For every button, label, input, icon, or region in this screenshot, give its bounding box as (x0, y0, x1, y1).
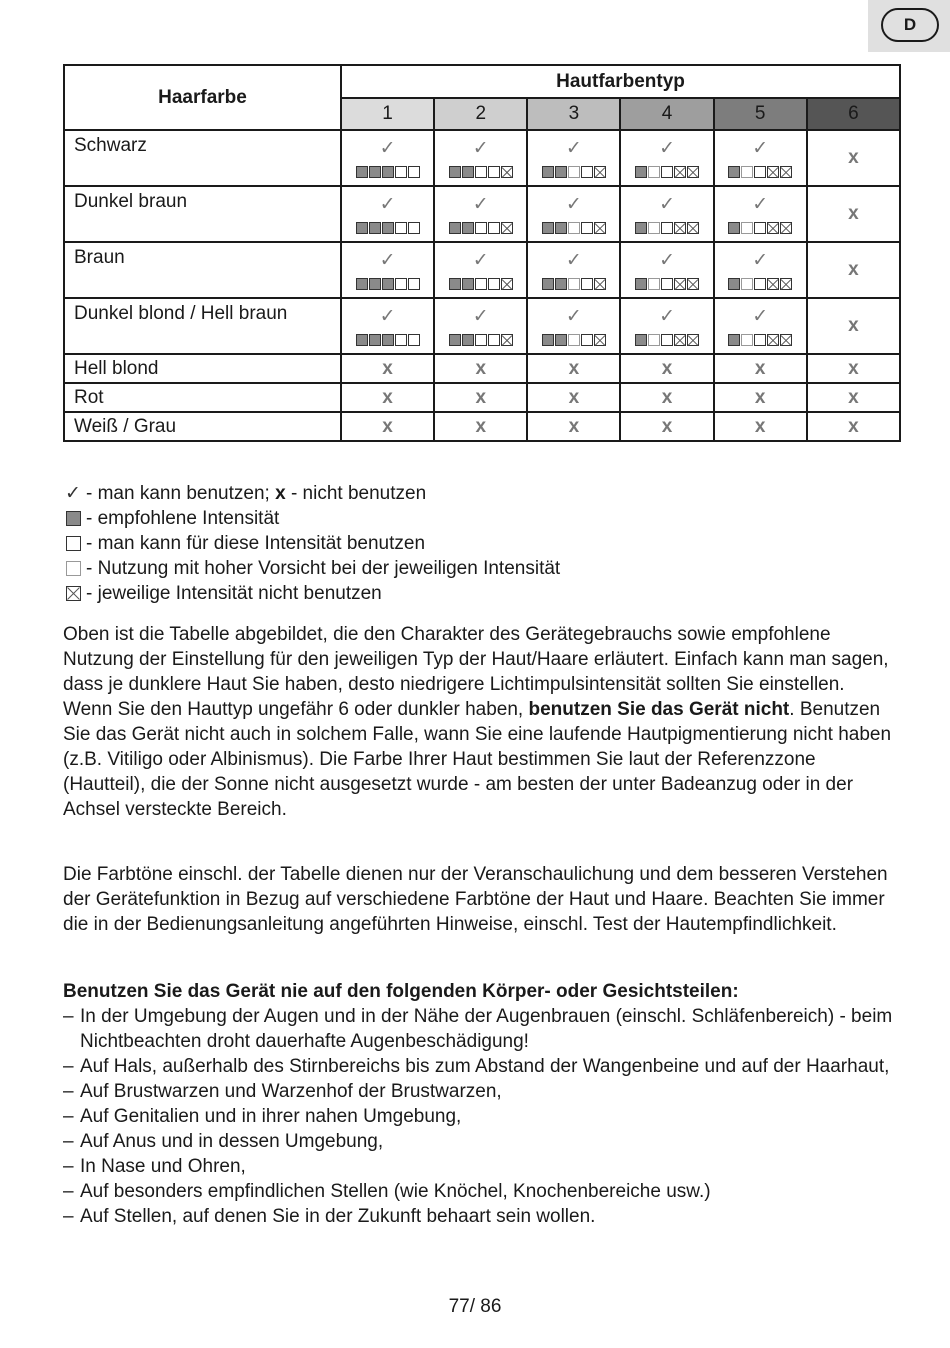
not-usable-x: x (434, 354, 527, 383)
intensity-box-icon (728, 166, 740, 178)
intensity-box-icon (780, 222, 792, 234)
intensity-box-icon (501, 334, 513, 346)
intensity-box-icon (780, 166, 792, 178)
intensity-box-icon (369, 166, 381, 178)
page-number: 77/ 86 (448, 1296, 502, 1317)
usable-cell (527, 298, 620, 354)
hair-color-label: Schwarz (64, 130, 341, 186)
check-icon: ✓ (659, 306, 675, 327)
intensity-box-icon (475, 334, 487, 346)
intensity-box-icon (687, 334, 699, 346)
intensity-box-icon (501, 278, 513, 290)
intensity-box-icon (382, 334, 394, 346)
intensity-box-icon (767, 334, 779, 346)
intensity-box-icon (754, 334, 766, 346)
table-row (64, 383, 900, 412)
intensity-box-icon (408, 334, 420, 346)
intensity-box-icon (594, 278, 606, 290)
table-row (64, 354, 900, 383)
intensity-box-icon (635, 278, 647, 290)
not-usable-x: x (714, 383, 807, 412)
intensity-box-icon (555, 334, 567, 346)
intensity-boxes (715, 278, 806, 290)
intensity-box-icon (674, 334, 686, 346)
legend (64, 481, 560, 606)
check-icon: ✓ (659, 194, 675, 215)
intensity-box-icon (488, 334, 500, 346)
paragraph-color-note: Die Farbtöne einschl. der Tabelle dienen nur der Veranschaulichung und dem besseren Verstehen der Gerätefunktion in Bezug auf verschiedene Farbtöne der Haut und Haare. Beachten Sie immer die in der Bedienungsanleitung angeführten Hinweise, einschl. Test der Hautempfindlichkeit. (63, 864, 888, 935)
usable-cell (620, 242, 713, 298)
intensity-box-icon (648, 222, 660, 234)
not-usable-x: x (714, 354, 807, 383)
intensity-box-icon (501, 222, 513, 234)
hair-color-header: Haarfarbe (64, 65, 341, 130)
intensity-boxes (621, 222, 712, 234)
legend-recommended-label: - empfohlene Intensität (86, 508, 280, 529)
usable-cell (714, 130, 807, 186)
hair-color-label: Rot (64, 383, 341, 412)
intensity-box-icon (408, 166, 420, 178)
intensity-box-icon (395, 278, 407, 290)
usable-cell (341, 186, 434, 242)
caution-box-icon (66, 561, 81, 576)
intensity-box-icon (741, 222, 753, 234)
usable-cell (527, 130, 620, 186)
intensity-boxes (621, 166, 712, 178)
check-icon: ✓ (565, 306, 582, 327)
intensity-box-icon (581, 334, 593, 346)
intensity-box-icon (635, 334, 647, 346)
intensity-boxes (715, 222, 806, 234)
hair-skin-table (63, 64, 901, 442)
legend-not-use-label: - nicht benutzen (290, 483, 427, 504)
intensity-box-icon (754, 222, 766, 234)
intensity-boxes (528, 166, 619, 178)
intensity-box-icon (542, 278, 554, 290)
intensity-box-icon (754, 278, 766, 290)
language-tab (868, 0, 950, 52)
intensity-boxes (342, 222, 433, 234)
intensity-box-icon (767, 166, 779, 178)
intensity-box-icon (356, 222, 368, 234)
intensity-box-icon (648, 278, 660, 290)
intensity-box-icon (728, 334, 740, 346)
usable-cell (527, 186, 620, 242)
check-icon: ✓ (379, 306, 396, 327)
intensity-boxes (528, 278, 619, 290)
table-row (64, 186, 900, 242)
usable-cell (620, 130, 713, 186)
intensity-box-icon (741, 278, 753, 290)
check-icon: ✓ (472, 138, 489, 159)
legend-caution-label: - Nutzung mit hoher Vorsicht bei der jeweiligen Intensität (86, 558, 561, 579)
intensity-boxes (715, 334, 806, 346)
intensity-boxes (435, 166, 526, 178)
check-icon: ✓ (472, 194, 489, 215)
intensity-box-icon (356, 166, 368, 178)
intensity-box-icon (661, 334, 673, 346)
intensity-box-icon (635, 166, 647, 178)
usable-cell (341, 242, 434, 298)
intensity-box-icon (475, 278, 487, 290)
recommended-box-icon (66, 511, 81, 526)
usable-cell (434, 242, 527, 298)
intensity-box-icon (382, 222, 394, 234)
intensity-box-icon (594, 222, 606, 234)
intensity-box-icon (687, 222, 699, 234)
legend-can-use-label: - man kann benutzen; (86, 483, 270, 504)
usable-cell (434, 298, 527, 354)
intensity-box-icon (369, 222, 381, 234)
check-icon: ✓ (379, 194, 396, 215)
check-icon: ✓ (472, 250, 489, 271)
intensity-box-icon (475, 166, 487, 178)
list-item: – Auf Brustwarzen und Warzenhof der Brustwarzen, (63, 1081, 502, 1102)
intensity-box-icon (449, 166, 461, 178)
not-usable-x: x (620, 383, 713, 412)
usable-cell (341, 130, 434, 186)
intensity-box-icon (581, 222, 593, 234)
list-item: – Auf besonders empfindlichen Stellen (wie Knöchel, Knochenbereiche usw.) (63, 1181, 711, 1202)
list-item: – Auf Anus und in dessen Umgebung, (63, 1131, 384, 1152)
intensity-box-icon (568, 166, 580, 178)
legend-recommended (64, 506, 560, 531)
not-usable-x: x (620, 354, 713, 383)
intensity-box-icon (542, 334, 554, 346)
intensity-box-icon (728, 278, 740, 290)
intensity-boxes (342, 334, 433, 346)
intensity-box-icon (674, 166, 686, 178)
table-row (64, 130, 900, 186)
intensity-boxes (435, 278, 526, 290)
legend-can-use (64, 531, 560, 556)
hair-color-label: Hell blond (64, 354, 341, 383)
intensity-box-icon (395, 222, 407, 234)
intensity-box-icon (568, 278, 580, 290)
intensity-box-icon (648, 334, 660, 346)
intensity-box-icon (501, 166, 513, 178)
intensity-box-icon (661, 222, 673, 234)
intensity-box-icon (395, 166, 407, 178)
not-usable-x: x (620, 412, 713, 441)
intensity-box-icon (462, 334, 474, 346)
intensity-box-icon (594, 334, 606, 346)
usable-cell (341, 298, 434, 354)
skin-type-1: 1 (341, 98, 434, 130)
usable-cell (714, 186, 807, 242)
skin-type-3: 3 (527, 98, 620, 130)
intensity-box-icon (356, 334, 368, 346)
list-item: – Auf Genitalien und in ihrer nahen Umgebung, (63, 1106, 462, 1127)
intensity-box-icon (741, 166, 753, 178)
not-usable-x: x (341, 383, 434, 412)
not-usable-x: x (341, 412, 434, 441)
intensity-box-icon (475, 222, 487, 234)
legend-caution (64, 556, 560, 581)
intensity-box-icon (462, 222, 474, 234)
intensity-boxes (528, 334, 619, 346)
check-icon: ✓ (565, 250, 582, 271)
intensity-box-icon (568, 222, 580, 234)
intensity-box-icon (568, 334, 580, 346)
legend-do-not-use-label: - jeweilige Intensität nicht benutzen (86, 583, 382, 604)
not-usable-x: x (434, 383, 527, 412)
usable-cell (434, 186, 527, 242)
hair-color-label: Dunkel braun (64, 186, 341, 242)
language-badge: D (881, 8, 939, 42)
usable-cell (714, 242, 807, 298)
intensity-box-icon (555, 166, 567, 178)
intensity-box-icon (449, 278, 461, 290)
intensity-boxes (715, 166, 806, 178)
check-icon: ✓ (472, 306, 489, 327)
hair-color-label: Dunkel blond / Hell braun (64, 298, 341, 354)
intensity-boxes (342, 166, 433, 178)
not-usable-x: x (807, 186, 900, 242)
intensity-box-icon (395, 334, 407, 346)
intensity-box-icon (542, 166, 554, 178)
intensity-box-icon (648, 166, 660, 178)
list-item: – In Nase und Ohren, (63, 1156, 246, 1177)
intensity-box-icon (369, 278, 381, 290)
warning-section (63, 979, 903, 1229)
intensity-boxes (621, 334, 712, 346)
not-usable-x: x (527, 383, 620, 412)
table-row (64, 242, 900, 298)
intensity-box-icon (581, 278, 593, 290)
intensity-box-icon (488, 222, 500, 234)
intensity-box-icon (462, 278, 474, 290)
check-icon: ✓ (379, 250, 396, 271)
list-item: – Auf Hals, außerhalb des Stirnbereichs bis zum Abstand der Wangenbeine und auf der Haarhaut, (63, 1056, 890, 1077)
not-usable-x: x (527, 354, 620, 383)
intensity-box-icon (741, 334, 753, 346)
check-icon: ✓ (752, 138, 769, 159)
intensity-boxes (528, 222, 619, 234)
not-usable-x: x (807, 354, 900, 383)
intensity-box-icon (581, 166, 593, 178)
intensity-box-icon (555, 278, 567, 290)
not-usable-x: x (807, 242, 900, 298)
intensity-box-icon (780, 334, 792, 346)
intensity-box-icon (382, 278, 394, 290)
skin-type-header: Hautfarbentyp (341, 65, 900, 98)
intensity-box-icon (594, 166, 606, 178)
legend-do-not-use (64, 581, 560, 606)
not-usable-x: x (714, 412, 807, 441)
usable-cell (434, 130, 527, 186)
intensity-boxes (621, 278, 712, 290)
intensity-boxes (435, 222, 526, 234)
not-usable-x: x (527, 412, 620, 441)
check-icon: ✓ (379, 138, 396, 159)
not-usable-x: x (807, 412, 900, 441)
intensity-box-icon (661, 278, 673, 290)
empty-box-icon (66, 536, 81, 551)
intensity-box-icon (674, 278, 686, 290)
intensity-boxes (342, 278, 433, 290)
check-icon: ✓ (65, 483, 81, 504)
intensity-box-icon (369, 334, 381, 346)
do-not-use-emphasis: benutzen Sie das Gerät nicht (528, 699, 790, 720)
intensity-box-icon (635, 222, 647, 234)
not-usable-x: x (807, 298, 900, 354)
legend-check (64, 481, 560, 506)
intensity-box-icon (555, 222, 567, 234)
intensity-box-icon (408, 222, 420, 234)
table-row (64, 412, 900, 441)
skin-type-5: 5 (714, 98, 807, 130)
legend-can-use-intensity-label: - man kann für diese Intensität benutzen (86, 533, 426, 554)
not-usable-x: x (807, 383, 900, 412)
check-icon: ✓ (752, 194, 769, 215)
intensity-box-icon (767, 222, 779, 234)
intensity-box-icon (754, 166, 766, 178)
table-row (64, 298, 900, 354)
check-icon: ✓ (565, 194, 582, 215)
usable-cell (620, 186, 713, 242)
intensity-box-icon (661, 166, 673, 178)
list-item: – In der Umgebung der Augen und in der Nähe der Augenbrauen (einschl. Schläfenbereich) - beim Nichtbeachten droht dauerhafte Augenbeschädigung! (63, 1006, 893, 1052)
intensity-box-icon (449, 222, 461, 234)
intensity-box-icon (462, 166, 474, 178)
skin-type-6: 6 (807, 98, 900, 130)
usable-cell (527, 242, 620, 298)
skin-type-4: 4 (620, 98, 713, 130)
intensity-box-icon (356, 278, 368, 290)
hair-color-label: Weiß / Grau (64, 412, 341, 441)
intensity-box-icon (687, 278, 699, 290)
warning-heading: Benutzen Sie das Gerät nie auf den folgenden Körper- oder Gesichtsteilen: (63, 981, 739, 1002)
usable-cell (620, 298, 713, 354)
check-icon: ✓ (565, 138, 582, 159)
usable-cell (714, 298, 807, 354)
hair-color-label: Braun (64, 242, 341, 298)
paragraph-table-explanation: Oben ist die Tabelle abgebildet, die den Charakter des Gerätegebrauchs sowie empfohlene Nutzung der Einstellung für den jeweiligen Typ der Haut/Haare erläutert. Einfach kann man sagen, dass je dunklere Haut Sie haben, desto niedrigere Lichtimpulsintensität sollten Sie einstellen. Wenn Sie den Hauttyp ungefähr 6 oder dunkler haben, benutzen Sie das Gerät nicht. Benutzen Sie das Gerät nicht auch in solchem Falle, wann Sie eine laufende Hautpigmentierung nicht haben (z.B. Vitiligo oder Albinismus). Die Farbe Ihrer Haut bestimmen Sie laut der Referenzzone (Hautteil), die der Sonne nicht ausgesetzt wurde - am besten der unter Badeanzug oder in der Achsel versteckte Bereich. (63, 624, 892, 820)
intensity-boxes (435, 334, 526, 346)
not-usable-x: x (807, 130, 900, 186)
check-icon: ✓ (752, 250, 769, 271)
crossed-box-icon (66, 586, 81, 601)
check-icon: ✓ (659, 138, 675, 159)
intensity-box-icon (687, 166, 699, 178)
intensity-box-icon (488, 278, 500, 290)
intensity-box-icon (780, 278, 792, 290)
intensity-box-icon (728, 222, 740, 234)
intensity-box-icon (408, 278, 420, 290)
not-usable-x: x (341, 354, 434, 383)
intensity-box-icon (674, 222, 686, 234)
check-icon: ✓ (659, 250, 675, 271)
intensity-box-icon (488, 166, 500, 178)
intensity-box-icon (449, 334, 461, 346)
not-usable-x: x (434, 412, 527, 441)
skin-type-2: 2 (434, 98, 527, 130)
x-icon: x (275, 483, 286, 504)
list-item: – Auf Stellen, auf denen Sie in der Zukunft behaart sein wollen. (63, 1206, 596, 1227)
check-icon: ✓ (752, 306, 769, 327)
intensity-box-icon (542, 222, 554, 234)
intensity-box-icon (382, 166, 394, 178)
intensity-box-icon (767, 278, 779, 290)
